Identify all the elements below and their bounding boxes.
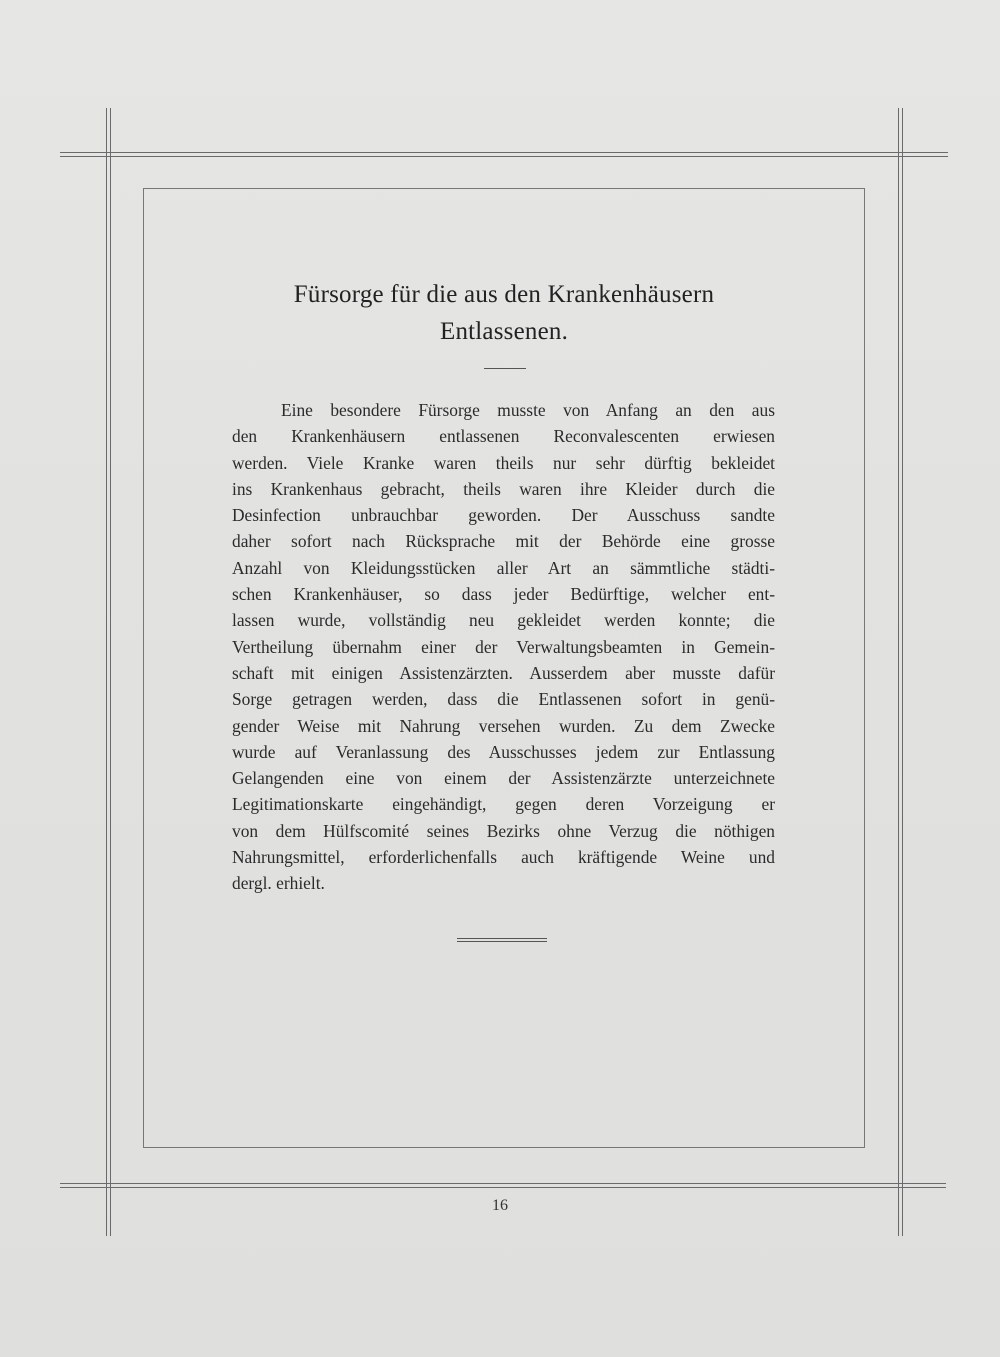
body-paragraph (232, 397, 775, 897)
text-line: den Krankenhäusern entlassenen Reconvalescenten erwiesen (232, 426, 775, 447)
text-line: wurde auf Veranlassung des Ausschusses jedem zur Entlassung (232, 741, 775, 762)
title-separator-rule (484, 368, 526, 369)
bottom-double-rule (60, 1183, 946, 1188)
text-line: Sorge getragen werden, dass die Entlassenen sofort in genü- (232, 689, 775, 710)
text-line: dergl. erhielt. (232, 873, 325, 894)
text-line: Nahrungsmittel, erforderlichenfalls auch kräftigende Weine und (232, 847, 775, 868)
right-double-rule (898, 108, 903, 1236)
text-line: Desinfection unbrauchbar geworden. Der Ausschuss sandte (232, 505, 775, 526)
text-line: werden. Viele Kranke waren theils nur sehr dürftig bekleidet (232, 452, 775, 473)
text-line: ins Krankenhaus gebracht, theils waren ihre Kleider durch die (232, 478, 775, 499)
title-line-1: Fürsorge für die aus den Krankenhäusern (293, 281, 715, 308)
text-line: Anzahl von Kleidungsstücken aller Art an sämmtliche städti- (232, 557, 775, 578)
text-line: Vertheilung übernahm einer der Verwaltungsbeamten in Gemein- (232, 636, 775, 657)
text-line: Legitimationskarte eingehändigt, gegen deren Vorzeigung er (232, 794, 775, 815)
text-line: schen Krankenhäuser, so dass jeder Bedürftige, welcher ent- (232, 584, 775, 605)
page-number: 16 (492, 1197, 508, 1214)
text-line: Eine besondere Fürsorge musste von Anfang an den aus (281, 400, 775, 420)
text-line: von dem Hülfscomité seines Bezirks ohne Verzug die nöthigen (232, 820, 775, 841)
text-line: schaft mit einigen Assistenzärzten. Ausserdem aber musste dafür (232, 662, 775, 683)
text-line: daher sofort nach Rücksprache mit der Behörde eine grosse (232, 531, 775, 552)
top-double-rule (60, 152, 948, 157)
end-ornament-rule (457, 938, 547, 942)
page-title (143, 276, 865, 350)
left-double-rule (106, 108, 111, 1236)
text-line: Gelangenden eine von einem der Assistenzärzte unterzeichnete (232, 768, 775, 789)
title-line-2: Entlassenen. (439, 318, 569, 345)
text-line: gender Weise mit Nahrung versehen wurden. Zu dem Zwecke (232, 715, 775, 736)
text-line: lassen wurde, vollständig neu gekleidet werden konnte; die (232, 610, 775, 631)
